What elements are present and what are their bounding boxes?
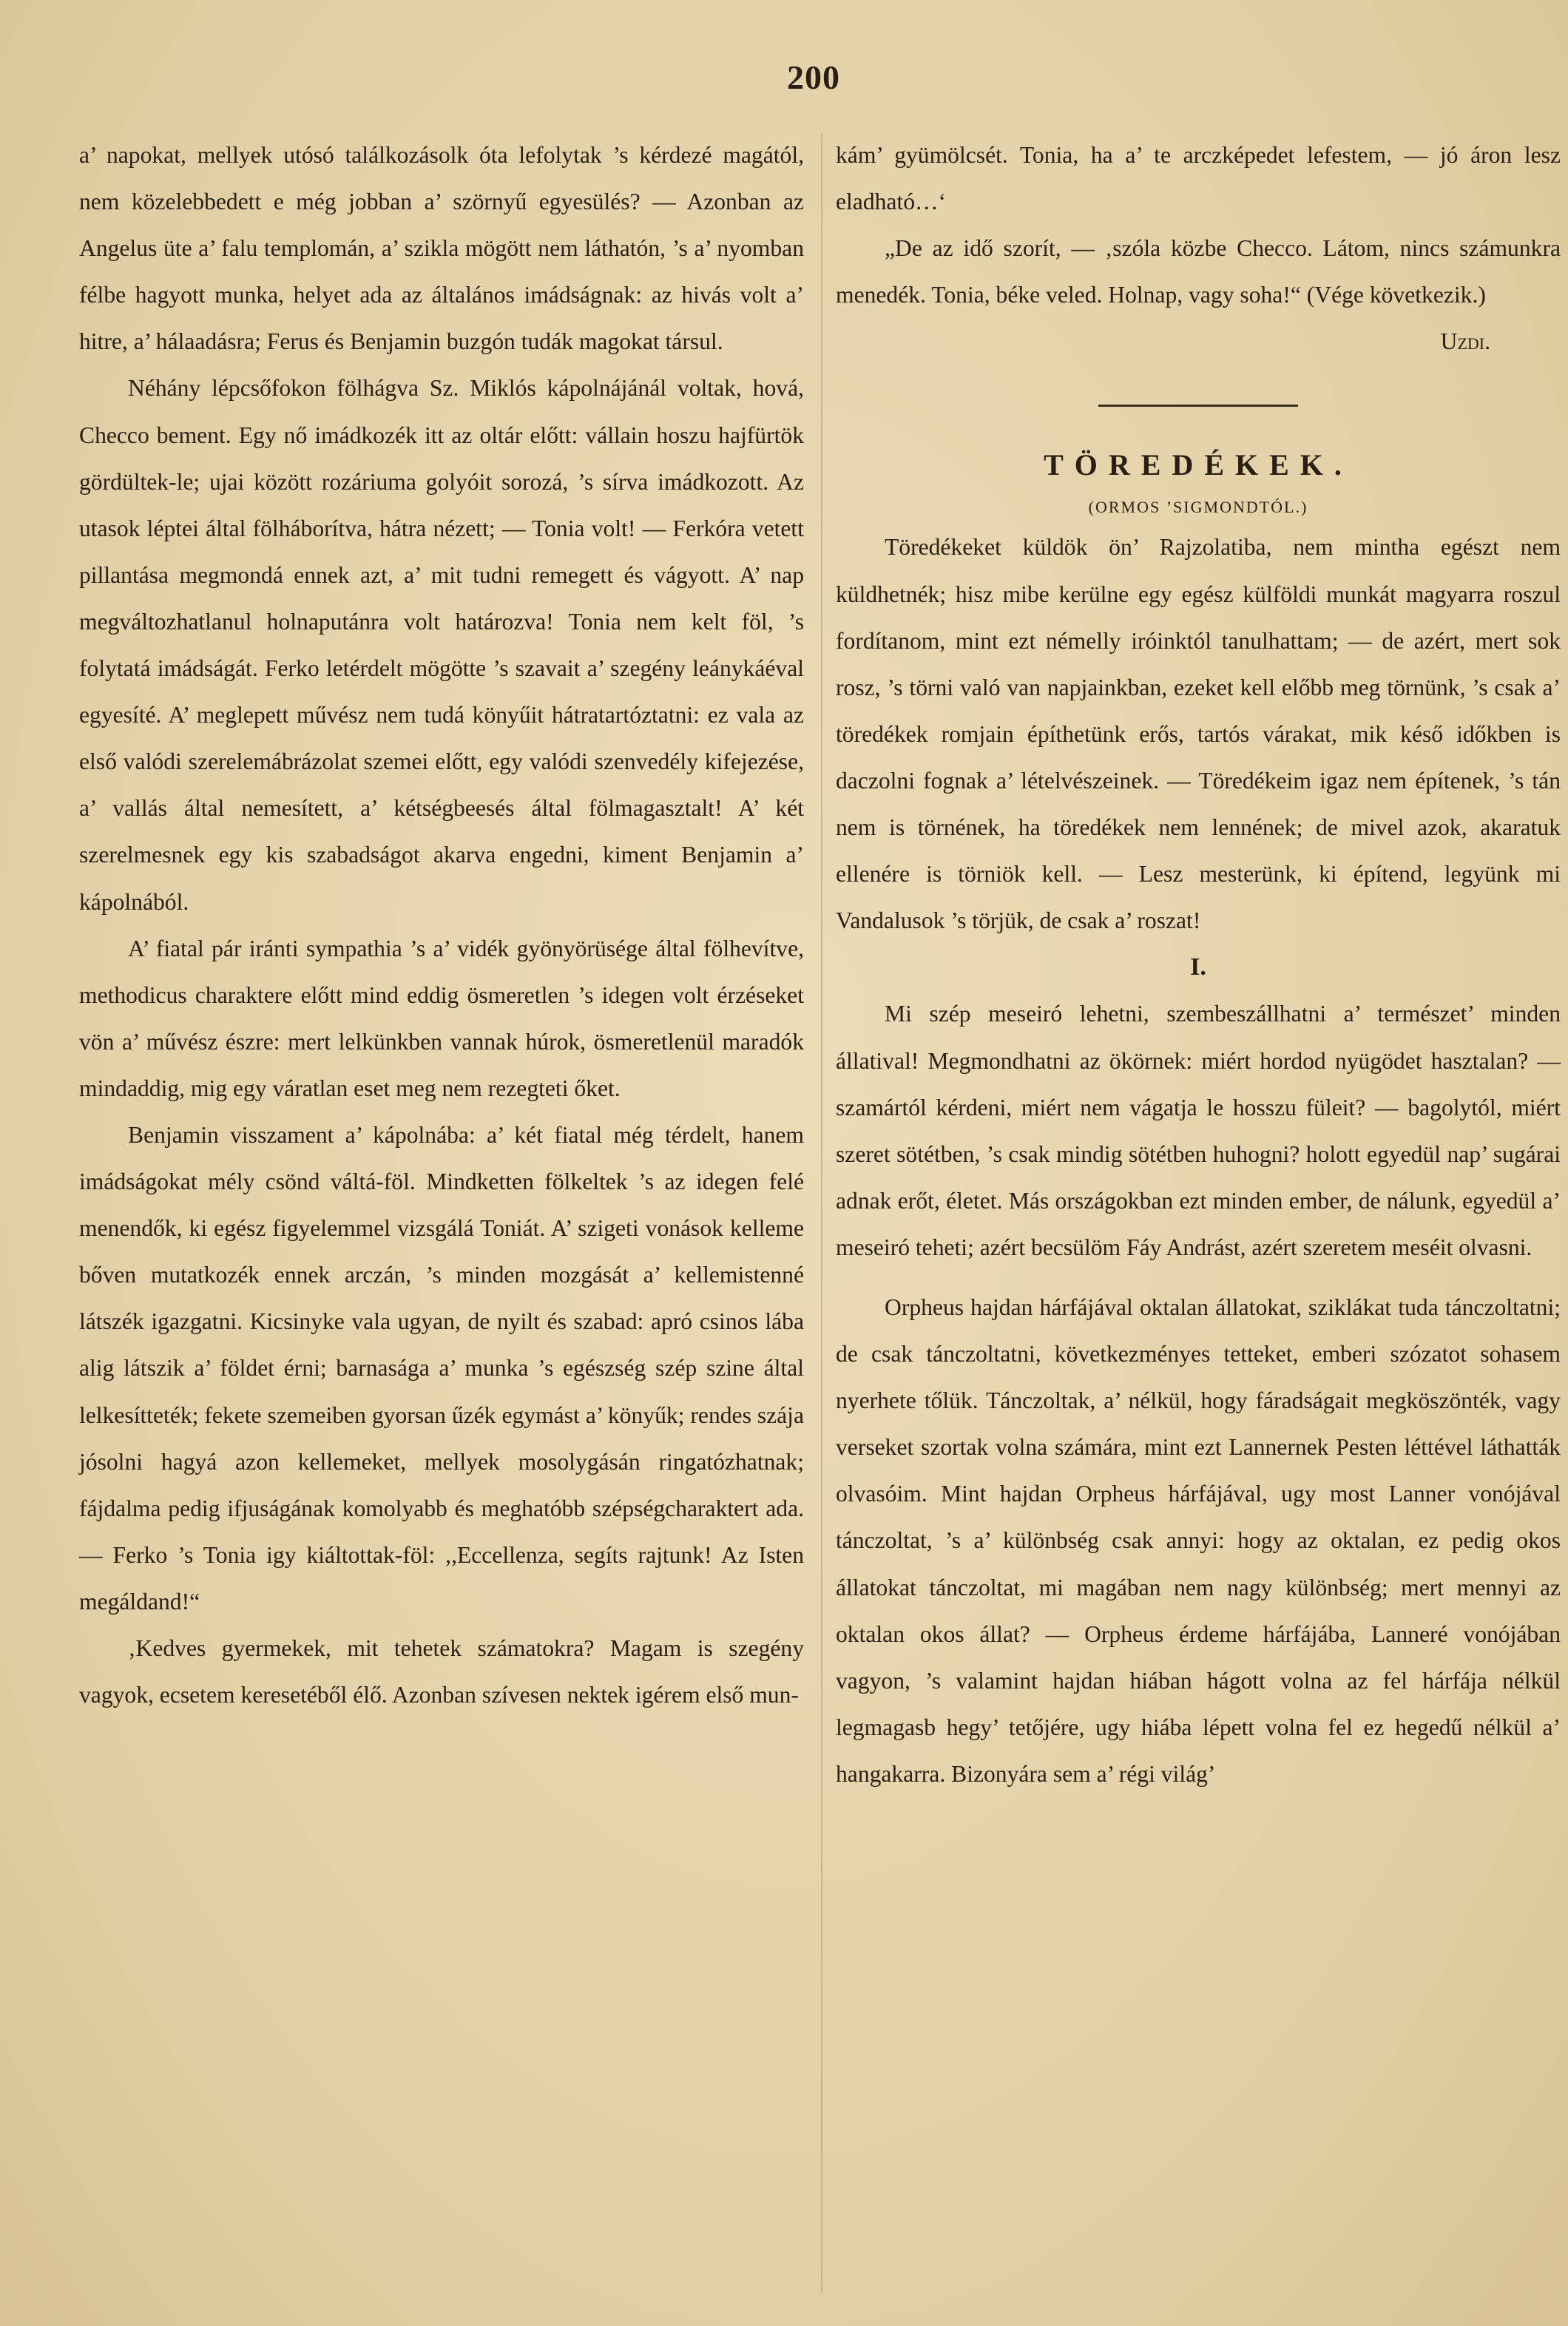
signature: Uzdi. bbox=[1440, 328, 1490, 355]
paragraph: „De az idő szorít, — ‚szóla közbe Checco. Látom, nincs számunkra menedék. Tonia, béke veled. Holnap, vagy soha!“ (Vége következik.) bbox=[836, 235, 1561, 308]
paragraph: ‚Kedves gyermekek, mit tehetek számatokra? Magam is szegény vagyok, ecsetem keresetéből élő. Azonban szívesen nektek igérem első mun- bbox=[79, 1635, 804, 1708]
paragraph: Benjamin visszament a’ kápolnába: a’ két fiatal még térdelt, hanem imádságokat mély csönd váltá-föl. Mindketten fölkeltek ’s az idegen felé menendők, ki egész figyelemmel vizsgálá Toniát. A’ szigeti vonások kelleme bőven mutatkozék ennek arczán, ’s minden mozgását a’ kellemistenné látszék igazgatni. Kicsinyke vala ugyan, de nyilt és szabad: apró csinos lába alig látszik a’ földet érni; barnasága a’ munka ’s egészség szép szine által lelkesítteték; fekete szemeiben gyorsan űzék egymást a’ könyűk; rendes szája jósolni hagyá azon kellemeket, mellyek mosolygásán ringatózhatnak; fájdalma pedig ifjuságának komolyabb és meghatóbb szépségcharaktert ada. — Ferko ’s Tonia igy kiáltottak-föl: ,,Eccellenza, segíts rajtunk! Az Isten megáldand!“ bbox=[79, 1121, 804, 1615]
section-rule bbox=[1098, 405, 1298, 407]
section-title: TÖREDÉKEK. bbox=[1044, 448, 1353, 482]
paragraph: kám’ gyümölcsét. Tonia, ha a’ te arczképedet lefestem, — jó áron lesz eladható…‘ bbox=[836, 142, 1561, 215]
paragraph: Orpheus hajdan hárfájával oktalan állatokat, sziklákat tuda tánczoltatni; de csak tánczoltatni, következményes tetteket, emberi szózatot sohasem nyerhete tőlük. Tánczoltak, a’ nélkül, hogy fáradságait megköszönték, vagy verseket szortak volna számára, mint ezt Lannernek Pesten léttével láthatták olvasóim. Mint hajdan Orpheus hárfájával, ugy most Lanner vonójával tánczoltat, ’s a’ különbség csak annyi: hogy az oktalan, ez pedig okos állatokat tánczoltat, mi magában nem nagy különbség; mert mennyi az oktalan okos állat? — Orpheus érdeme hárfájába, Lanneré vonójában vagyon, ’s valamint hajdan hiában hágott volna az fel hárfája nélkül legmagasb hegy’ tetőjére, ugy hiába lépett volna fel ez hegedű nélkül a’ hangakarra. Bizonyára sem a’ régi világ’ bbox=[836, 1294, 1561, 1787]
paragraph: a’ napokat, mellyek utósó találkozásolk óta lefolytak ’s kérdezé magától, nem közelebbedett e még jobban a’ szörnyű egyesülés? — Azonban az Angelus üte a’ falu templomán, a’ szikla mögött nem láthatón, ’s a’ nyomban félbe hagyott munka, helyet ada az általános imádságnak: az hivás volt a’ hitre, a’ hálaadásra; Ferus és Benjamin buzgón tudák magokat társul. bbox=[79, 142, 804, 355]
column-divider bbox=[821, 133, 822, 2293]
right-column bbox=[836, 132, 1561, 1797]
subsection-numeral: I. bbox=[1190, 953, 1206, 981]
paragraph: Néhány lépcsőfokon fölhágva Sz. Miklós kápolnájánál voltak, hová, Checco bement. Egy nő imádkozék itt az oltár előtt: vállain hoszu hajfürtök gördültek-le; ujai között rozáriuma golyóit sorozá, ’s sírva imádkozott. Az utasok léptei által fölháborítva, hátra nézett; — Tonia volt! — Ferkóra vetett pillantása megmondá ennek azt, a’ mit tudni remegett és vágyott. A’ nap megváltozhatlanul holnaputánra volt határozva! Tonia nem kelt föl, ’s folytatá imádságát. Ferko letérdelt mögötte ’s szavait a’ szegény leánykáéval egyesíté. A’ meglepett művész nem tudá könyűit hátratartóztatni: ez vala az első valódi szerelemábrázolat szemei előtt, egy valódi szenvedély kifejezése, a’ vallás által nemesített, a’ kétségbeesés által fölmagasztalt! A’ két szerelmesnek egy kis szabadságot akarva engedni, kiment Benjamin a’ kápolnából. bbox=[79, 375, 804, 915]
paragraph: A’ fiatal pár iránti sympathia ’s a’ vidék gyönyörüsége által fölhevítve, methodicus charaktere előtt mind eddig ösmeretlen ’s idegen volt érzéseket vön a’ művész észre: mert lelkünkben vannak húrok, ösmeretlenül maradók mindaddig, mig egy váratlan eset meg nem rezegteti őket. bbox=[79, 935, 804, 1101]
page-number: 200 bbox=[787, 58, 840, 96]
left-column bbox=[79, 132, 804, 1718]
paragraph: Töredékeket küldök ön’ Rajzolatiba, nem mintha egészt nem küldhetnék; hisz mibe kerülne egy egész külföldi munkát magyarra roszul fordítanom, mint ezt némelly iróinktól tanulhattam; — de azért, mert sok rosz, ’s törni való van napjainkban, ezeket kell előbb meg törnünk, ’s csak a’ töredékek romjain építhetünk erős, tartós várakat, mik késő időkben is daczolni fognak a’ lételvészeinek. — Töredékeim igaz nem építenek, ’s tán nem is törnének, ha töredékek nem lennének; de mivel azok, akaratuk ellenére is törniök kell. — Lesz mesterünk, ki építend, legyünk mi Vandalusok ’s törjük, de csak a’ roszat! bbox=[836, 534, 1561, 934]
section-subtitle: (ORMOS ’SIGMONDTÓL.) bbox=[1088, 498, 1308, 517]
paragraph: Mi szép meseiró lehetni, szembeszállhatni a’ természet’ minden állatival! Megmondhatni az ökörnek: miért hordod nyügödet hasztalan? — szamártól kérdeni, miért nem vágatja le hosszu füleit? — bagolytól, miért szeret sötétben, ’s csak mindig sötétben huhogni? holott egyedül nap’ sugárai adnak erőt, életet. Más országokban ezt minden ember, de nálunk, egyedül a’ meseiró teheti; azért becsülöm Fáy Andrást, azért szeretem meséit olvasni. bbox=[836, 1001, 1561, 1260]
